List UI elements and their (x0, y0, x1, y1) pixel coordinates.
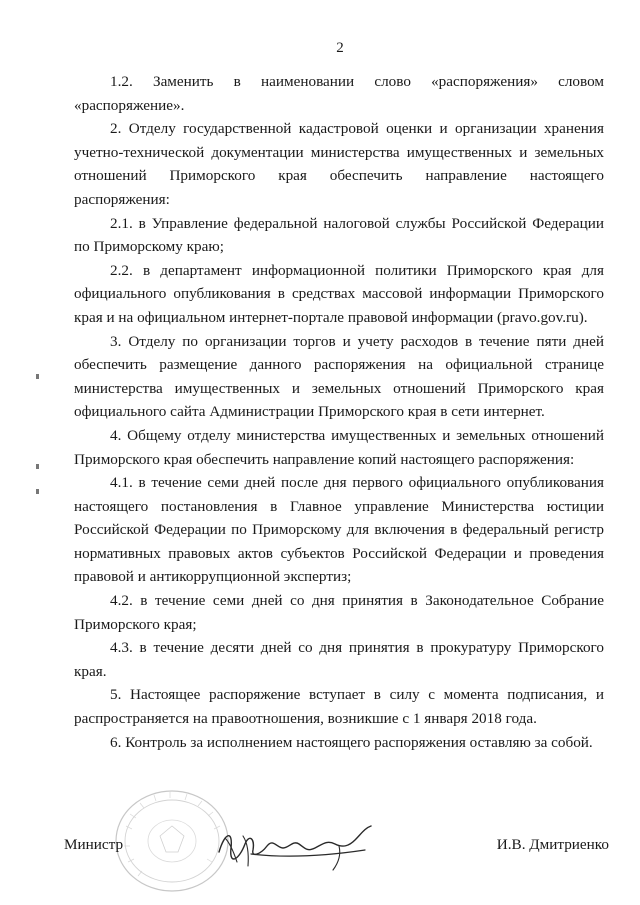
document-body (74, 70, 604, 754)
margin-mark (36, 489, 39, 494)
paragraph-4-2: 4.2. в течение семи дней со дня принятия в Законодательное Собрание Приморского края; (74, 592, 604, 633)
paragraph-2-1: 2.1. в Управление федеральной налоговой службы Российской Федерации по Приморскому краю; (74, 214, 604, 256)
paragraph-2-2: 2.2. в департамент информационной политики Приморского края для официального опубликования в средствах массовой информации Приморского края и на официальном интернет-портале правовой информации (pravo.gov.ru). (74, 261, 604, 326)
paragraph-4-3: 4.3. в течение десяти дней со дня принятия в прокуратуру Приморского края. (74, 639, 604, 680)
paragraph-1-2: 1.2. Заменить в наименовании слово «распоряжения» словом «распоряжение». (74, 73, 604, 114)
paragraph-2: 2. Отделу государственной кадастровой оценки и организации хранения учетно-технической документации министерства имущественных и земельных отношений Приморского края обеспечить направление настоящего распоряжения: (74, 120, 604, 208)
margin-mark (36, 464, 39, 469)
signatory-title: Министр (64, 836, 124, 853)
paragraph-4: 4. Общему отделу министерства имущественных и земельных отношений Приморского края обеспечить направление копий настоящего распоряжения: (74, 426, 604, 468)
paragraph-5: 5. Настоящее распоряжение вступает в силу с момента подписания, и распространяется на правоотношения, возникшие с 1 января 2018 года. (74, 686, 604, 728)
paragraph-6: 6. Контроль за исполнением настоящего распоряжения оставляю за собой. (110, 733, 593, 751)
margin-mark (36, 374, 39, 379)
paragraph-4-1: 4.1. в течение семи дней после дня первого официального опубликования настоящего постановления в Главное управление Министерства юстиции Российской Федерации по Приморскому для включения в федеральный регистр нормативных правовых актов субъектов Российской Федерации и проведения правовой и антикоррупционной экспертиз; (74, 474, 604, 586)
page-number: 2 (336, 40, 344, 56)
signature-block (64, 836, 609, 866)
signatory-name: И.В. Дмитриенко (496, 836, 609, 853)
paragraph-3: 3. Отделу по организации торгов и учету расходов в течение пяти дней обеспечить размещение данного распоряжения на официальной странице министерства имущественных и земельных отношений Приморского края официального сайта Администрации Приморского края в сети интернет. (74, 332, 604, 421)
